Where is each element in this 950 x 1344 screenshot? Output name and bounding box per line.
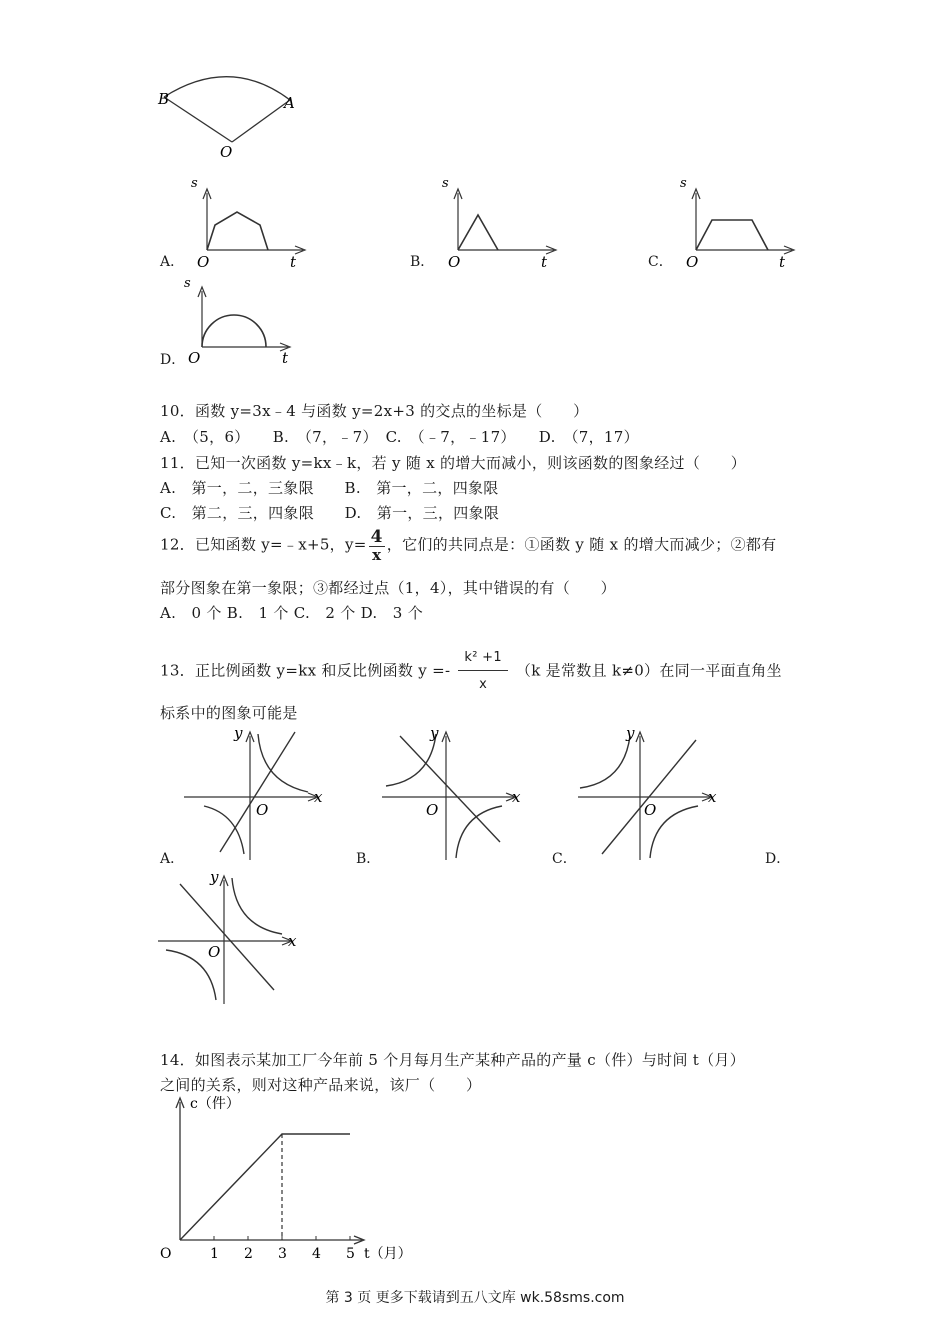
q9-b-origin-label: O: [448, 253, 461, 271]
q11-options-row1: A. 第一，二，三象限 B. 第一，二，四象限: [160, 479, 499, 497]
q14-x-tick-label: 5: [346, 1246, 355, 1262]
q13-a-x-axis-label: x: [314, 788, 323, 806]
q12-fraction: [369, 528, 385, 563]
q13-b-x-axis-label: x: [512, 788, 521, 806]
q14-x-tick-label: 2: [244, 1246, 253, 1262]
q9-option-c-label: C．: [648, 254, 673, 270]
q12-stem-start: 12．已知函数 y=﹣x+5，y=: [160, 535, 367, 554]
q14-x-tick-label: 1: [210, 1246, 219, 1262]
q10-stem: 10．函数 y=3x﹣4 与函数 y=2x+3 的交点的坐标是（ ）: [160, 402, 589, 420]
q9-c-x-axis-label: t: [779, 253, 786, 271]
q9-graph-c: [674, 175, 804, 270]
q13-graph-b: [378, 722, 528, 864]
point-a-label: A: [284, 94, 295, 112]
point-b-label: B: [158, 90, 170, 108]
q14-y-axis-label: c（件）: [190, 1096, 240, 1112]
q13-option-c-label: C．: [552, 851, 577, 867]
q9-a-y-axis-label: s: [191, 176, 198, 191]
q14-x-axis-label: t（月）: [364, 1246, 412, 1262]
q13-option-d-label: D．: [765, 851, 791, 867]
q14-origin-label: O: [160, 1246, 172, 1262]
q14-production-line: [180, 1134, 350, 1240]
q9-c-y-axis-label: s: [680, 176, 687, 191]
q9-graph-d: [180, 275, 300, 370]
q13-stem-end: （k 是常数且 k≠0）在同一平面直角坐: [515, 661, 782, 680]
q13-graph-a: [180, 722, 330, 864]
q11-stem: 11．已知一次函数 y=kx﹣k，若 y 随 x 的增大而减小，则该函数的图象经过（ ）: [160, 454, 747, 472]
q13-stem-start: 13．正比例函数 y=kx 和反比例函数 y =-: [160, 661, 451, 680]
q13-stem: [160, 650, 782, 693]
q14-x-tick-label: 3: [278, 1246, 287, 1262]
q13-graph-c: [574, 722, 724, 864]
q12-stem-line2: 部分图象在第一象限；③都经过点（1，4），其中错误的有（ ）: [160, 579, 616, 597]
q13-fraction-denominator: x: [479, 677, 488, 692]
q13-graph-d: [156, 866, 306, 1008]
q13-d-y-axis-label: y: [210, 868, 219, 886]
q9-option-d-label: D．: [160, 352, 186, 368]
q9-graph-a: [185, 175, 315, 270]
q13-d-x-axis-label: x: [288, 932, 297, 950]
q13-b-y-axis-label: y: [430, 724, 439, 742]
q13-c-x-axis-label: x: [708, 788, 717, 806]
q14-x-tick-label: 4: [312, 1246, 321, 1262]
q13-c-origin-label: O: [644, 801, 657, 819]
q9-option-b-label: B．: [410, 254, 435, 270]
q9-a-x-axis-label: t: [290, 253, 297, 271]
q9-c-origin-label: O: [686, 253, 699, 271]
q14-stem-line1: 14．如图表示某加工厂今年前 5 个月每月生产某种产品的产量 c（件）与时间 t（月）: [160, 1051, 746, 1069]
page-footer: 第 3 页 更多下载请到五八文库 wk.58sms.com: [325, 1290, 625, 1306]
q14-production-chart: [150, 1090, 420, 1275]
q12-stem: [160, 528, 776, 563]
q12-stem-end: ，它们的共同点是：①函数 y 随 x 的增大而减少；②都有: [386, 535, 777, 554]
q13-option-a-label: A．: [160, 851, 185, 867]
q13-a-origin-label: O: [256, 801, 269, 819]
q14-stem-line2: 之间的关系，则对这种产品来说，该厂（ ）: [160, 1076, 482, 1094]
q13-option-b-label: B．: [356, 851, 381, 867]
q9-d-x-axis-label: t: [282, 349, 289, 367]
q9-d-y-axis-label: s: [184, 276, 191, 291]
q9-graph-b: [436, 175, 566, 270]
q13-d-origin-label: O: [208, 943, 221, 961]
q9-b-y-axis-label: s: [442, 176, 449, 191]
q9-option-a-label: A．: [160, 254, 185, 270]
q10-options: A. （5，6） B. （7，﹣7） C. （﹣7，﹣17） D. （7，17）: [160, 428, 639, 446]
q13-b-origin-label: O: [426, 801, 439, 819]
q9-a-origin-label: O: [197, 253, 210, 271]
q13-a-y-axis-label: y: [234, 724, 243, 742]
point-o-label: O: [220, 143, 233, 161]
q12-options: A. 0 个 B. 1 个 C. 2 个 D. 3 个: [160, 604, 424, 622]
q13-fraction: [458, 650, 508, 693]
q9-d-origin-label: O: [188, 349, 201, 367]
q11-options-row2: C. 第二，三，四象限 D. 第一，三，四象限: [160, 504, 500, 522]
q13-stem-line2: 标系中的图象可能是: [160, 704, 298, 722]
q12-fraction-denominator: x: [372, 546, 382, 564]
sector-figure: [150, 80, 310, 165]
q13-c-y-axis-label: y: [626, 724, 635, 742]
q9-b-x-axis-label: t: [541, 253, 548, 271]
q12-fraction-numerator: 4: [370, 527, 383, 547]
q13-fraction-numerator: k² +1: [458, 650, 508, 671]
